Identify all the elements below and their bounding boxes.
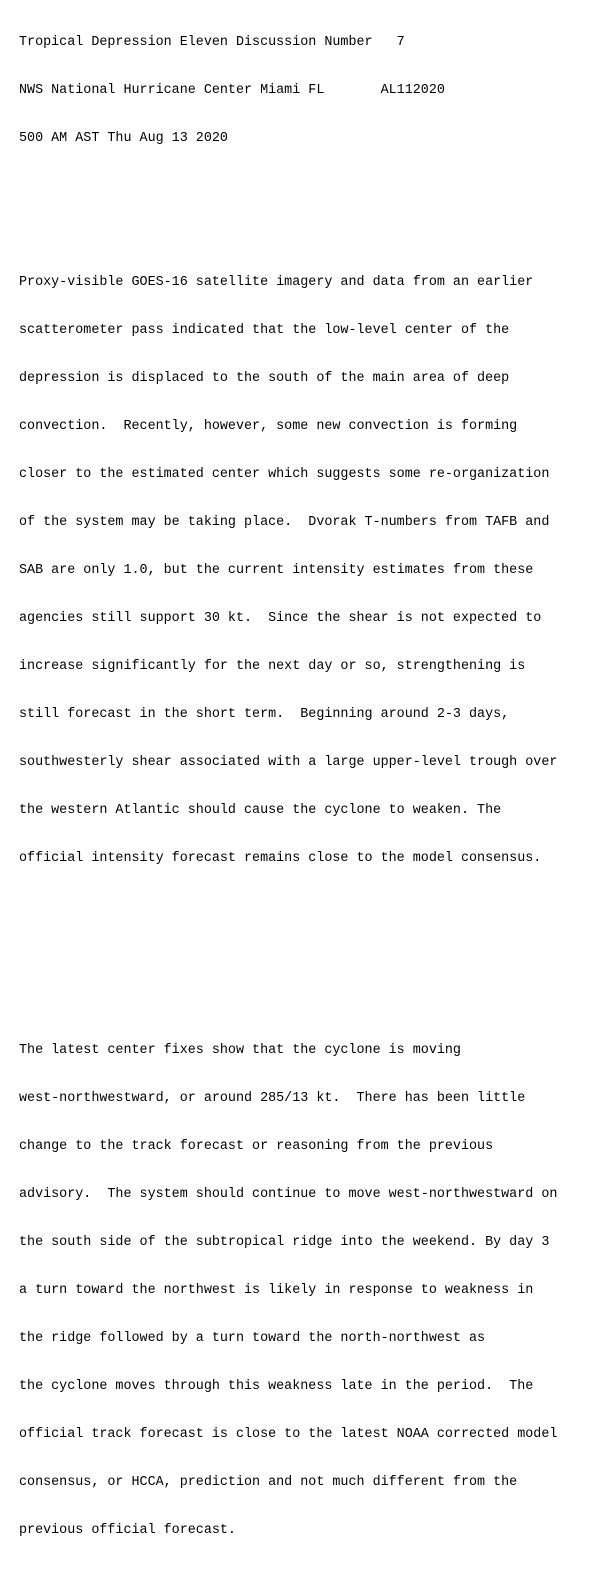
paragraph-line: Proxy-visible GOES-16 satellite imagery and data from an earlier (19, 275, 534, 290)
paragraph-line: advisory. The system should continue to move west-northwestward on (19, 1187, 558, 1202)
paragraph-line: official intensity forecast remains close to the model consensus. (19, 851, 542, 866)
header-time-line: 500 AM AST Thu Aug 13 2020 (19, 131, 228, 146)
paragraph-line: agencies still support 30 kt. Since the shear is not expected to (19, 611, 542, 626)
track-paragraph (19, 1011, 603, 1571)
header-office-line: NWS National Hurricane Center Miami FL AL112020 (19, 83, 445, 98)
paragraph-line: depression is displaced to the south of the main area of deep (19, 371, 510, 386)
paragraph-line: change to the track forecast or reasoning from the previous (19, 1139, 494, 1154)
paragraph-line: a turn toward the northwest is likely in response to weakness in (19, 1283, 534, 1298)
paragraph-line: southwesterly shear associated with a large upper-level trough over (19, 755, 558, 770)
paragraph-separator (19, 947, 603, 963)
paragraph-separator (19, 179, 603, 195)
paragraph-line: increase significantly for the next day or so, strengthening is (19, 659, 526, 674)
paragraph-line: official track forecast is close to the latest NOAA corrected model (19, 1427, 558, 1442)
paragraph-line: scatterometer pass indicated that the low-level center of the (19, 323, 510, 338)
intensity-paragraph (19, 243, 603, 899)
paragraph-line: closer to the estimated center which suggests some re-organization (19, 467, 550, 482)
header-title-line: Tropical Depression Eleven Discussion Number 7 (19, 35, 405, 50)
paragraph-line: previous official forecast. (19, 1523, 236, 1538)
paragraph-line: the south side of the subtropical ridge into the weekend. By day 3 (19, 1235, 550, 1250)
paragraph-line: of the system may be taking place. Dvorak T-numbers from TAFB and (19, 515, 550, 530)
paragraph-line: the ridge followed by a turn toward the north-northwest as (19, 1331, 486, 1346)
paragraph-line: consensus, or HCCA, prediction and not much different from the (19, 1475, 518, 1490)
paragraph-line: the cyclone moves through this weakness late in the period. The (19, 1379, 534, 1394)
paragraph-line: convection. Recently, however, some new convection is forming (19, 419, 518, 434)
paragraph-line: SAB are only 1.0, but the current intensity estimates from these (19, 563, 534, 578)
paragraph-line: The latest center fixes show that the cyclone is moving (19, 1043, 461, 1058)
paragraph-line: west-northwestward, or around 285/13 kt. There has been little (19, 1091, 526, 1106)
paragraph-line: still forecast in the short term. Beginning around 2-3 days, (19, 707, 510, 722)
paragraph-line: the western Atlantic should cause the cyclone to weaken. The (19, 803, 502, 818)
